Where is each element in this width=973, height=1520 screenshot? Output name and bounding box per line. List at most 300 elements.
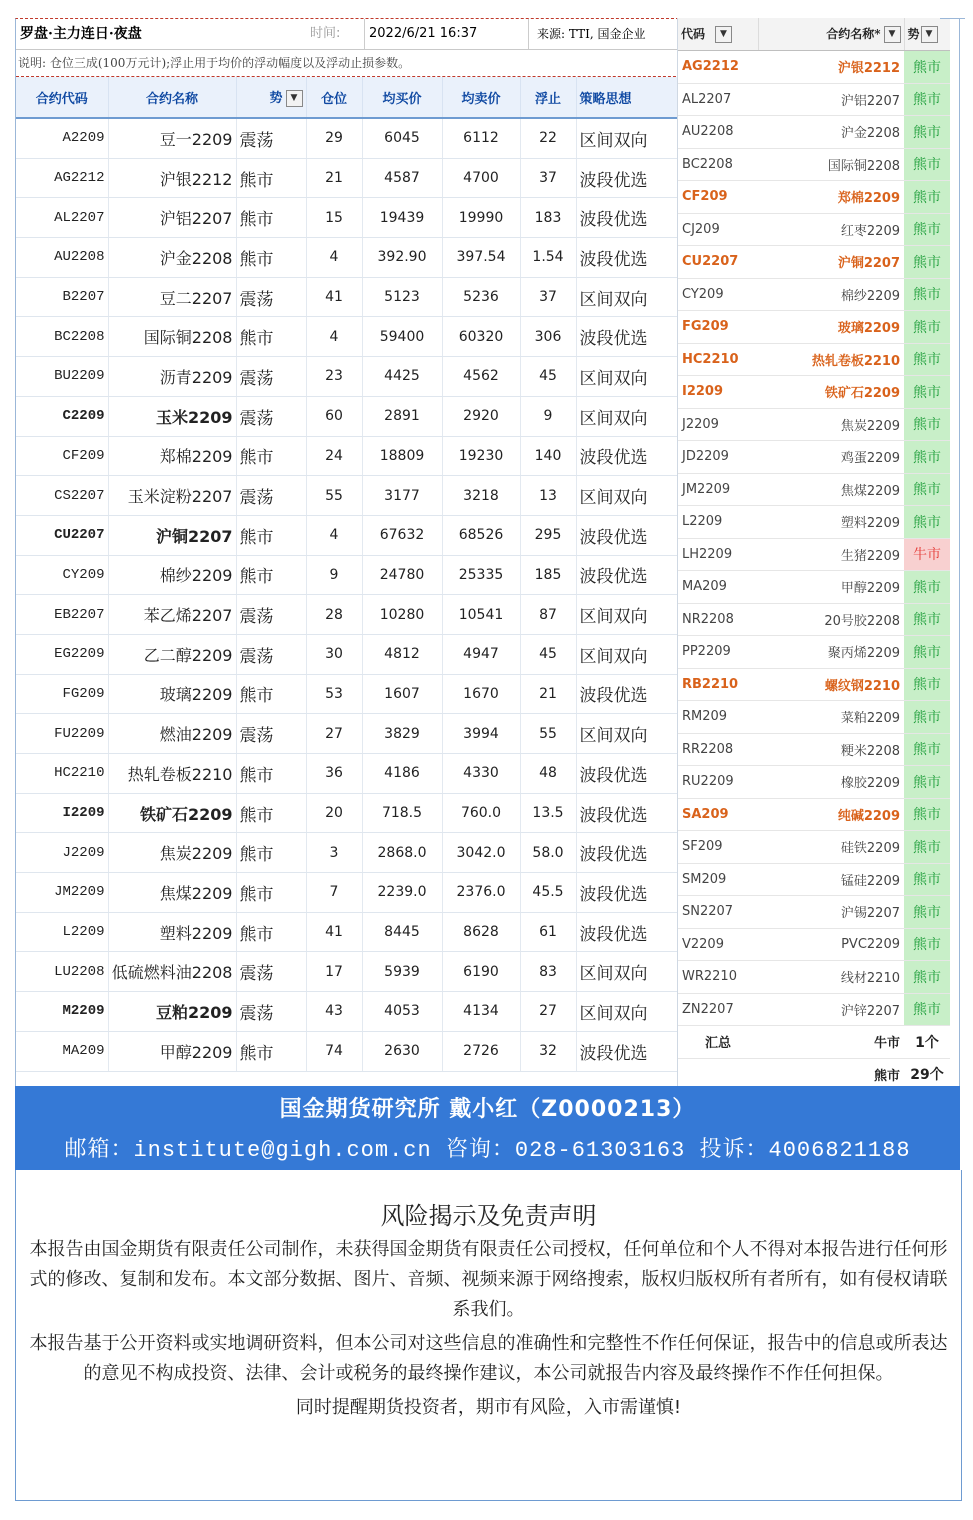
- row-position[interactable]: 36: [306, 754, 362, 794]
- row-name[interactable]: 玻璃2209: [108, 674, 236, 714]
- side-row-trend[interactable]: 熊市: [904, 798, 950, 831]
- side-row-name[interactable]: 鸡蛋2209: [758, 441, 904, 474]
- side-row-name[interactable]: 硅铁2209: [758, 831, 904, 864]
- row-avg-buy[interactable]: 4587: [362, 158, 442, 198]
- row-avg-buy[interactable]: 4812: [362, 634, 442, 674]
- side-row-code[interactable]: CU2207: [678, 246, 758, 279]
- row-strategy[interactable]: 区间双向: [576, 714, 684, 754]
- row-name[interactable]: 甲醇2209: [108, 1031, 236, 1071]
- side-row-name[interactable]: PVC2209: [758, 928, 904, 961]
- side-row-name[interactable]: 锰硅2209: [758, 863, 904, 896]
- side-row-trend[interactable]: 熊市: [904, 506, 950, 539]
- row-code[interactable]: BC2208: [16, 317, 108, 357]
- side-row-code[interactable]: FG209: [678, 311, 758, 344]
- row-avg-sell[interactable]: 8628: [442, 912, 520, 952]
- side-row-trend[interactable]: 熊市: [904, 928, 950, 961]
- row-strategy[interactable]: 区间双向: [576, 476, 684, 516]
- side-row-code[interactable]: I2209: [678, 376, 758, 409]
- row-float-stop[interactable]: 37: [520, 277, 576, 317]
- row-avg-buy[interactable]: 4053: [362, 992, 442, 1032]
- row-avg-buy[interactable]: 1607: [362, 674, 442, 714]
- row-avg-sell[interactable]: 2726: [442, 1031, 520, 1071]
- table-row: [16, 198, 684, 238]
- row-float-stop[interactable]: 295: [520, 515, 576, 555]
- row-position[interactable]: 24: [306, 436, 362, 476]
- row-avg-buy[interactable]: 718.5: [362, 793, 442, 833]
- side-row-code[interactable]: HC2210: [678, 343, 758, 376]
- row-avg-sell[interactable]: 4134: [442, 992, 520, 1032]
- side-row-code[interactable]: SN2207: [678, 896, 758, 929]
- row-strategy[interactable]: 区间双向: [576, 396, 684, 436]
- row-trend[interactable]: 熊市: [236, 555, 306, 595]
- row-code[interactable]: J2209: [16, 833, 108, 873]
- row-code[interactable]: CU2207: [16, 515, 108, 555]
- row-position[interactable]: 21: [306, 158, 362, 198]
- filter-dropdown-icon[interactable]: ▼: [286, 90, 303, 107]
- row-name[interactable]: 焦炭2209: [108, 833, 236, 873]
- side-row-name[interactable]: 红枣2209: [758, 213, 904, 246]
- row-position[interactable]: 60: [306, 396, 362, 436]
- row-trend[interactable]: 熊市: [236, 515, 306, 555]
- row-strategy[interactable]: 波段优选: [576, 754, 684, 794]
- row-avg-sell[interactable]: 25335: [442, 555, 520, 595]
- row-avg-buy[interactable]: 5939: [362, 952, 442, 992]
- row-trend[interactable]: 震荡: [236, 634, 306, 674]
- row-position[interactable]: 74: [306, 1031, 362, 1071]
- row-float-stop[interactable]: 27: [520, 992, 576, 1032]
- row-avg-buy[interactable]: 10280: [362, 595, 442, 635]
- row-code[interactable]: L2209: [16, 912, 108, 952]
- side-row-name[interactable]: 生猪2209: [758, 538, 904, 571]
- side-row-name[interactable]: 沪锡2207: [758, 896, 904, 929]
- row-trend[interactable]: 熊市: [236, 793, 306, 833]
- side-table-row: [678, 863, 950, 896]
- side-row-trend[interactable]: 熊市: [904, 51, 950, 84]
- row-trend[interactable]: 震荡: [236, 992, 306, 1032]
- side-row-code[interactable]: SA209: [678, 798, 758, 831]
- side-row-name[interactable]: 沪铜2207: [758, 246, 904, 279]
- row-avg-buy[interactable]: 2868.0: [362, 833, 442, 873]
- row-trend[interactable]: 熊市: [236, 873, 306, 913]
- row-position[interactable]: 30: [306, 634, 362, 674]
- row-strategy[interactable]: 区间双向: [576, 634, 684, 674]
- row-avg-buy[interactable]: 19439: [362, 198, 442, 238]
- side-row-trend[interactable]: 牛市: [904, 538, 950, 571]
- row-code[interactable]: CF209: [16, 436, 108, 476]
- row-avg-buy[interactable]: 67632: [362, 515, 442, 555]
- side-row-trend[interactable]: 熊市: [904, 246, 950, 279]
- side-sheet: [677, 18, 950, 1086]
- row-name[interactable]: 沥青2209: [108, 357, 236, 397]
- side-row-code[interactable]: JM2209: [678, 473, 758, 506]
- row-trend[interactable]: 熊市: [236, 833, 306, 873]
- row-avg-sell[interactable]: 4562: [442, 357, 520, 397]
- row-position[interactable]: 43: [306, 992, 362, 1032]
- side-table-row: [678, 148, 950, 181]
- side-row-code[interactable]: JD2209: [678, 441, 758, 474]
- row-code[interactable]: FG209: [16, 674, 108, 714]
- side-row-trend[interactable]: 熊市: [904, 896, 950, 929]
- side-row-trend[interactable]: 熊市: [904, 148, 950, 181]
- row-code[interactable]: I2209: [16, 793, 108, 833]
- row-avg-buy[interactable]: 18809: [362, 436, 442, 476]
- row-code[interactable]: BU2209: [16, 357, 108, 397]
- table-row: [16, 476, 684, 516]
- side-row-name[interactable]: 沪锌2207: [758, 993, 904, 1026]
- row-float-stop[interactable]: 45.5: [520, 873, 576, 913]
- row-name[interactable]: 燃油2209: [108, 714, 236, 754]
- row-avg-sell[interactable]: 397.54: [442, 238, 520, 278]
- row-position[interactable]: 41: [306, 912, 362, 952]
- row-trend[interactable]: 震荡: [236, 595, 306, 635]
- row-name[interactable]: 焦煤2209: [108, 873, 236, 913]
- row-strategy[interactable]: 波段优选: [576, 238, 684, 278]
- row-name[interactable]: 国际铜2208: [108, 317, 236, 357]
- side-header-code[interactable]: [678, 18, 758, 51]
- row-trend[interactable]: 熊市: [236, 754, 306, 794]
- table-row: [16, 238, 684, 278]
- side-row-trend[interactable]: 熊市: [904, 408, 950, 441]
- row-position[interactable]: 7: [306, 873, 362, 913]
- row-strategy[interactable]: 区间双向: [576, 118, 684, 158]
- side-row-name[interactable]: 沪银2212: [758, 51, 904, 84]
- side-row-name[interactable]: 菜粕2209: [758, 701, 904, 734]
- side-row-trend[interactable]: 熊市: [904, 863, 950, 896]
- row-strategy[interactable]: 区间双向: [576, 952, 684, 992]
- side-row-code[interactable]: LH2209: [678, 538, 758, 571]
- row-strategy[interactable]: 波段优选: [576, 555, 684, 595]
- row-avg-sell[interactable]: 4947: [442, 634, 520, 674]
- row-strategy[interactable]: 波段优选: [576, 674, 684, 714]
- row-code[interactable]: JM2209: [16, 873, 108, 913]
- side-row-name[interactable]: 线材2210: [758, 961, 904, 994]
- row-strategy[interactable]: 波段优选: [576, 833, 684, 873]
- side-row-name[interactable]: 焦煤2209: [758, 473, 904, 506]
- row-code[interactable]: HC2210: [16, 754, 108, 794]
- side-row-trend[interactable]: 熊市: [904, 181, 950, 214]
- row-strategy[interactable]: 波段优选: [576, 515, 684, 555]
- row-name[interactable]: 郑棉2209: [108, 436, 236, 476]
- side-row-trend[interactable]: 熊市: [904, 473, 950, 506]
- row-position[interactable]: 9: [306, 555, 362, 595]
- side-row-name[interactable]: 玻璃2209: [758, 311, 904, 344]
- row-name[interactable]: 棉纱2209: [108, 555, 236, 595]
- row-name[interactable]: 铁矿石2209: [108, 793, 236, 833]
- side-row-trend[interactable]: 熊市: [904, 636, 950, 669]
- side-row-trend[interactable]: 熊市: [904, 83, 950, 116]
- side-row-name[interactable]: 纯碱2209: [758, 798, 904, 831]
- row-trend[interactable]: 熊市: [236, 912, 306, 952]
- row-avg-sell[interactable]: 1670: [442, 674, 520, 714]
- row-strategy[interactable]: 波段优选: [576, 317, 684, 357]
- row-name[interactable]: 热轧卷板2210: [108, 754, 236, 794]
- row-position[interactable]: 28: [306, 595, 362, 635]
- row-code[interactable]: LU2208: [16, 952, 108, 992]
- row-float-stop[interactable]: 21: [520, 674, 576, 714]
- row-position[interactable]: 23: [306, 357, 362, 397]
- row-avg-sell[interactable]: 60320: [442, 317, 520, 357]
- row-avg-sell[interactable]: 3994: [442, 714, 520, 754]
- side-row-name[interactable]: 粳米2208: [758, 733, 904, 766]
- side-row-trend[interactable]: 熊市: [904, 733, 950, 766]
- row-code[interactable]: EB2207: [16, 595, 108, 635]
- row-avg-buy[interactable]: 3177: [362, 476, 442, 516]
- side-header-trend[interactable]: [904, 18, 950, 51]
- row-avg-buy[interactable]: 2239.0: [362, 873, 442, 913]
- row-position[interactable]: 53: [306, 674, 362, 714]
- side-row-code[interactable]: MA209: [678, 571, 758, 604]
- side-row-code[interactable]: AU2208: [678, 116, 758, 149]
- row-trend[interactable]: 熊市: [236, 198, 306, 238]
- side-row-name[interactable]: 螺纹钢2210: [758, 668, 904, 701]
- row-float-stop[interactable]: 61: [520, 912, 576, 952]
- row-code[interactable]: CS2207: [16, 476, 108, 516]
- row-strategy[interactable]: 区间双向: [576, 277, 684, 317]
- row-code[interactable]: B2207: [16, 277, 108, 317]
- side-row-trend[interactable]: 熊市: [904, 668, 950, 701]
- side-row-trend[interactable]: 熊市: [904, 311, 950, 344]
- row-avg-sell[interactable]: 3218: [442, 476, 520, 516]
- side-row-trend[interactable]: 熊市: [904, 376, 950, 409]
- side-row-name[interactable]: 热轧卷板2210: [758, 343, 904, 376]
- side-row-name[interactable]: 郑棉2209: [758, 181, 904, 214]
- row-strategy[interactable]: 波段优选: [576, 793, 684, 833]
- row-avg-sell[interactable]: 19230: [442, 436, 520, 476]
- row-name[interactable]: 塑料2209: [108, 912, 236, 952]
- row-float-stop[interactable]: 1.54: [520, 238, 576, 278]
- side-row-trend[interactable]: 熊市: [904, 766, 950, 799]
- row-trend[interactable]: 熊市: [236, 238, 306, 278]
- side-row-code[interactable]: CF209: [678, 181, 758, 214]
- row-avg-sell[interactable]: 2376.0: [442, 873, 520, 913]
- row-avg-sell[interactable]: 19990: [442, 198, 520, 238]
- row-position[interactable]: 29: [306, 118, 362, 158]
- row-position[interactable]: 15: [306, 198, 362, 238]
- row-name[interactable]: 沪金2208: [108, 238, 236, 278]
- row-strategy[interactable]: 区间双向: [576, 992, 684, 1032]
- header-trend[interactable]: [236, 77, 306, 118]
- side-row-code[interactable]: CY209: [678, 278, 758, 311]
- row-avg-buy[interactable]: 5123: [362, 277, 442, 317]
- row-float-stop[interactable]: 83: [520, 952, 576, 992]
- side-row-trend[interactable]: 熊市: [904, 701, 950, 734]
- row-float-stop[interactable]: 55: [520, 714, 576, 754]
- row-position[interactable]: 3: [306, 833, 362, 873]
- row-avg-sell[interactable]: 6190: [442, 952, 520, 992]
- row-strategy[interactable]: 波段优选: [576, 1031, 684, 1071]
- side-row-trend[interactable]: 熊市: [904, 278, 950, 311]
- row-trend[interactable]: 熊市: [236, 436, 306, 476]
- main-header-row: [16, 77, 684, 118]
- row-float-stop[interactable]: 9: [520, 396, 576, 436]
- row-avg-buy[interactable]: 4425: [362, 357, 442, 397]
- side-row-code[interactable]: J2209: [678, 408, 758, 441]
- row-name[interactable]: 豆粕2209: [108, 992, 236, 1032]
- row-position[interactable]: 20: [306, 793, 362, 833]
- side-row-name[interactable]: 铁矿石2209: [758, 376, 904, 409]
- side-row-code[interactable]: BC2208: [678, 148, 758, 181]
- row-float-stop[interactable]: 22: [520, 118, 576, 158]
- side-row-code[interactable]: AL2207: [678, 83, 758, 116]
- side-row-name[interactable]: 国际铜2208: [758, 148, 904, 181]
- row-strategy[interactable]: 区间双向: [576, 595, 684, 635]
- row-avg-sell[interactable]: 68526: [442, 515, 520, 555]
- side-row-trend[interactable]: 熊市: [904, 831, 950, 864]
- side-row-code[interactable]: RR2208: [678, 733, 758, 766]
- row-trend[interactable]: 熊市: [236, 317, 306, 357]
- row-avg-buy[interactable]: 3829: [362, 714, 442, 754]
- row-trend[interactable]: 熊市: [236, 1031, 306, 1071]
- side-row-code[interactable]: L2209: [678, 506, 758, 539]
- row-name[interactable]: 玉米2209: [108, 396, 236, 436]
- row-avg-sell[interactable]: 5236: [442, 277, 520, 317]
- side-row-name[interactable]: 塑料2209: [758, 506, 904, 539]
- row-float-stop[interactable]: 58.0: [520, 833, 576, 873]
- side-row-name[interactable]: 橡胶2209: [758, 766, 904, 799]
- row-float-stop[interactable]: 13: [520, 476, 576, 516]
- side-row-name[interactable]: 沪金2208: [758, 116, 904, 149]
- side-row-code[interactable]: V2209: [678, 928, 758, 961]
- side-row-trend[interactable]: 熊市: [904, 571, 950, 604]
- row-avg-sell[interactable]: 4700: [442, 158, 520, 198]
- row-strategy[interactable]: 波段优选: [576, 912, 684, 952]
- row-code[interactable]: AU2208: [16, 238, 108, 278]
- filter-dropdown-icon[interactable]: ▼: [715, 26, 732, 43]
- row-avg-buy[interactable]: 6045: [362, 118, 442, 158]
- side-row-code[interactable]: WR2210: [678, 961, 758, 994]
- row-position[interactable]: 4: [306, 515, 362, 555]
- row-avg-buy[interactable]: 4186: [362, 754, 442, 794]
- row-name[interactable]: 低硫燃料油2208: [108, 952, 236, 992]
- row-avg-buy[interactable]: 2891: [362, 396, 442, 436]
- side-row-trend[interactable]: 熊市: [904, 993, 950, 1026]
- row-avg-sell[interactable]: 4330: [442, 754, 520, 794]
- side-row-trend[interactable]: 熊市: [904, 441, 950, 474]
- row-trend[interactable]: 震荡: [236, 714, 306, 754]
- side-row-trend[interactable]: 熊市: [904, 603, 950, 636]
- row-float-stop[interactable]: 45: [520, 357, 576, 397]
- row-float-stop[interactable]: 183: [520, 198, 576, 238]
- side-row-name[interactable]: 20号胶2208: [758, 603, 904, 636]
- side-row-code[interactable]: NR2208: [678, 603, 758, 636]
- row-name[interactable]: 苯乙烯2207: [108, 595, 236, 635]
- row-avg-sell[interactable]: 2920: [442, 396, 520, 436]
- row-name[interactable]: 沪铝2207: [108, 198, 236, 238]
- side-row-name[interactable]: 焦炭2209: [758, 408, 904, 441]
- side-row-code[interactable]: RU2209: [678, 766, 758, 799]
- filter-dropdown-icon[interactable]: ▼: [884, 26, 901, 43]
- row-avg-buy[interactable]: 59400: [362, 317, 442, 357]
- summary-label: [678, 1058, 758, 1086]
- row-float-stop[interactable]: 37: [520, 158, 576, 198]
- side-row-trend[interactable]: 熊市: [904, 343, 950, 376]
- row-name[interactable]: 玉米淀粉2207: [108, 476, 236, 516]
- side-row-trend[interactable]: 熊市: [904, 116, 950, 149]
- side-row-name[interactable]: 棉纱2209: [758, 278, 904, 311]
- filter-active-icon[interactable]: ▼: [921, 26, 938, 43]
- row-avg-sell[interactable]: 760.0: [442, 793, 520, 833]
- row-float-stop[interactable]: 48: [520, 754, 576, 794]
- row-avg-buy[interactable]: 2630: [362, 1031, 442, 1071]
- row-code[interactable]: AG2212: [16, 158, 108, 198]
- side-row-code[interactable]: ZN2207: [678, 993, 758, 1026]
- row-trend[interactable]: 震荡: [236, 396, 306, 436]
- row-float-stop[interactable]: 87: [520, 595, 576, 635]
- row-position[interactable]: 55: [306, 476, 362, 516]
- side-row-code[interactable]: AG2212: [678, 51, 758, 84]
- row-position[interactable]: 41: [306, 277, 362, 317]
- row-float-stop[interactable]: 185: [520, 555, 576, 595]
- row-code[interactable]: EG2209: [16, 634, 108, 674]
- side-row-name[interactable]: 甲醇2209: [758, 571, 904, 604]
- row-code[interactable]: C2209: [16, 396, 108, 436]
- row-position[interactable]: 27: [306, 714, 362, 754]
- row-name[interactable]: 豆一2209: [108, 118, 236, 158]
- row-trend[interactable]: 熊市: [236, 158, 306, 198]
- side-table-row: [678, 181, 950, 214]
- side-row-code[interactable]: PP2209: [678, 636, 758, 669]
- side-row-code[interactable]: RB2210: [678, 668, 758, 701]
- side-header-name[interactable]: [758, 18, 904, 51]
- row-strategy[interactable]: 区间双向: [576, 357, 684, 397]
- header-trend-label: 势: [269, 91, 283, 106]
- side-row-code[interactable]: CJ209: [678, 213, 758, 246]
- row-float-stop[interactable]: 140: [520, 436, 576, 476]
- row-avg-buy[interactable]: 8445: [362, 912, 442, 952]
- row-trend[interactable]: 震荡: [236, 952, 306, 992]
- row-trend[interactable]: 熊市: [236, 674, 306, 714]
- side-row-code[interactable]: SF209: [678, 831, 758, 864]
- side-row-code[interactable]: SM209: [678, 863, 758, 896]
- row-float-stop[interactable]: 13.5: [520, 793, 576, 833]
- row-code[interactable]: MA209: [16, 1031, 108, 1071]
- row-position[interactable]: 4: [306, 317, 362, 357]
- row-trend[interactable]: 震荡: [236, 357, 306, 397]
- row-avg-buy[interactable]: 24780: [362, 555, 442, 595]
- row-trend[interactable]: 震荡: [236, 277, 306, 317]
- row-avg-sell[interactable]: 3042.0: [442, 833, 520, 873]
- row-strategy[interactable]: 波段优选: [576, 873, 684, 913]
- row-code[interactable]: A2209: [16, 118, 108, 158]
- row-float-stop[interactable]: 45: [520, 634, 576, 674]
- side-row-name[interactable]: 聚丙烯2209: [758, 636, 904, 669]
- row-trend[interactable]: 震荡: [236, 118, 306, 158]
- row-name[interactable]: 乙二醇2209: [108, 634, 236, 674]
- side-row-trend[interactable]: 熊市: [904, 213, 950, 246]
- row-name[interactable]: 豆二2207: [108, 277, 236, 317]
- row-position[interactable]: 17: [306, 952, 362, 992]
- side-row-trend[interactable]: 熊市: [904, 961, 950, 994]
- row-code[interactable]: AL2207: [16, 198, 108, 238]
- row-code[interactable]: CY209: [16, 555, 108, 595]
- row-avg-buy[interactable]: 392.90: [362, 238, 442, 278]
- row-code[interactable]: M2209: [16, 992, 108, 1032]
- row-strategy[interactable]: 波段优选: [576, 436, 684, 476]
- row-name[interactable]: 沪银2212: [108, 158, 236, 198]
- row-strategy[interactable]: 波段优选: [576, 198, 684, 238]
- side-row-code[interactable]: RM209: [678, 701, 758, 734]
- row-float-stop[interactable]: 306: [520, 317, 576, 357]
- row-strategy[interactable]: 波段优选: [576, 158, 684, 198]
- row-code[interactable]: FU2209: [16, 714, 108, 754]
- row-avg-sell[interactable]: 6112: [442, 118, 520, 158]
- row-position[interactable]: 4: [306, 238, 362, 278]
- row-float-stop[interactable]: 32: [520, 1031, 576, 1071]
- row-trend[interactable]: 震荡: [236, 476, 306, 516]
- row-avg-sell[interactable]: 10541: [442, 595, 520, 635]
- row-name[interactable]: 沪铜2207: [108, 515, 236, 555]
- side-row-name[interactable]: 沪铝2207: [758, 83, 904, 116]
